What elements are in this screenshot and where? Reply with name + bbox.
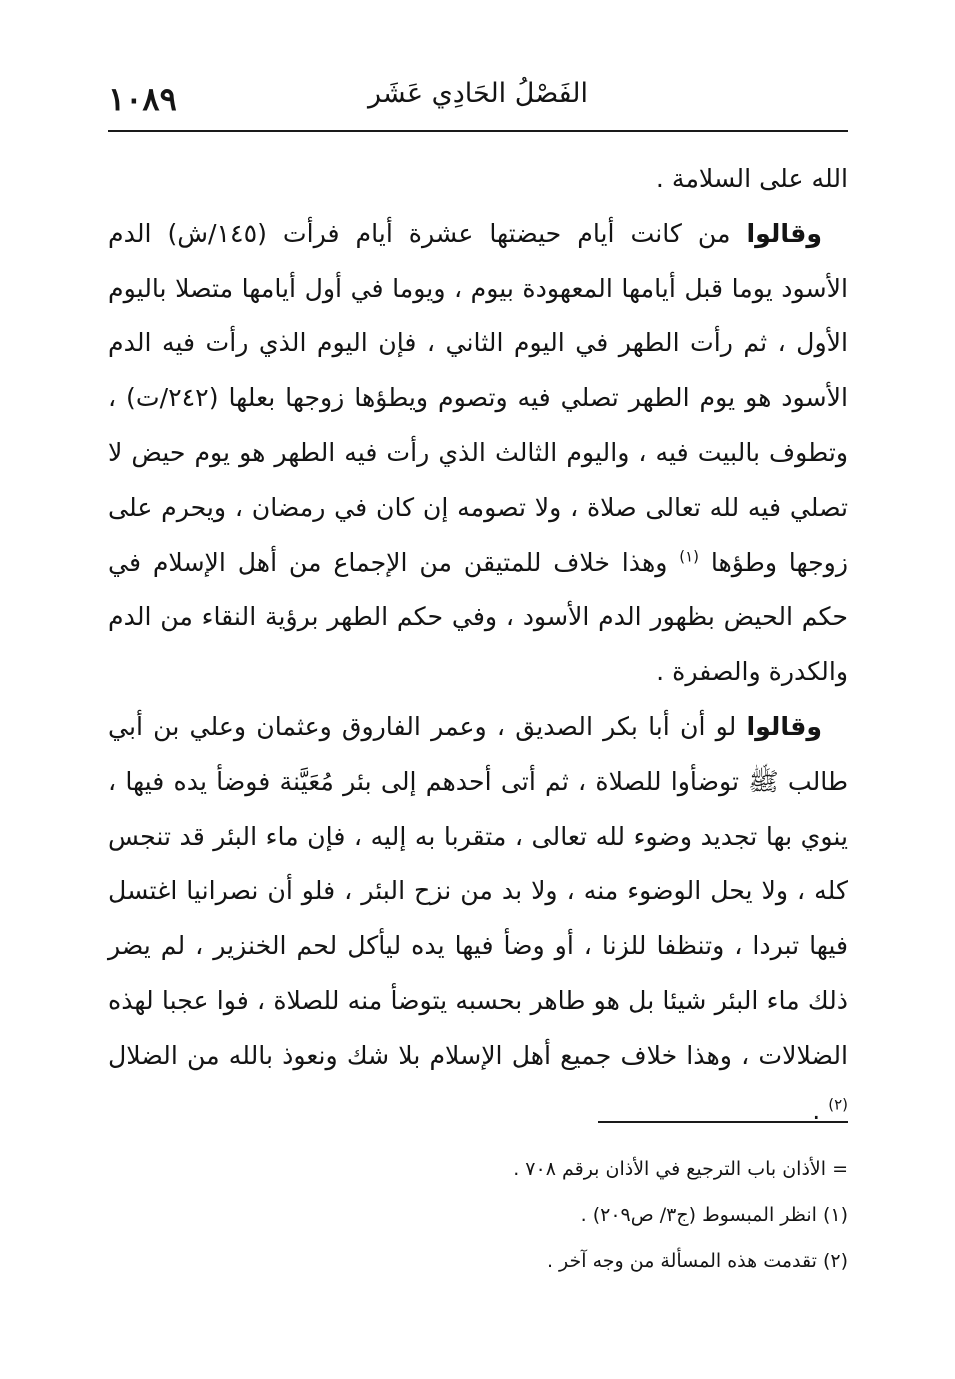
page-number: ١٠٨٩ <box>108 80 177 118</box>
footnote-2: (٢) تقدمت هذه المسألة من وجه آخر . <box>546 1250 848 1272</box>
paragraph-2 <box>108 207 848 700</box>
paragraph-3-lead: وقالوا <box>746 711 822 741</box>
paragraph-3-text: لو أن أبا بكر الصديق ، وعمر الفاروق وعثمان وعلي بن أبي طالب ﷺ توضأوا للصلاة ، ثم أتى أحدهم إلى بئر مُعَيَّنة فوضأ يده فيها ، ينوي بها تجديد وضوء لله تعالى ، متقربا به إليه ، فإن ماء البئر قد تنجس كله ، ولا يحل الوضوء منه ، ولا بد من نزح البئر ، فلو أن نصرانيا اغتسل فيها تبردا ، وتنظفا للزنا ، أو وضأ فيها يده ليأكل لحم الخنزير ، لم يضر ذلك ماء البئر شيئا بل هو طاهر بحسبه يتوضأ منه للصلاة ، فوا عجبا لهذه الضلالات ، وهذا خلاف جميع أهل الإسلام بلا شك ونعوذ بالله من الضلال <box>108 711 848 1070</box>
paragraph-3 <box>108 700 848 1138</box>
footnote-1: (١) انظر المبسوط (ج٣/ ص٢٠٩) . <box>580 1204 848 1226</box>
main-text <box>108 152 848 1138</box>
running-header <box>108 78 848 128</box>
paragraph-1: الله على السلامة . <box>655 164 848 193</box>
paragraph-2-text-after: وهذا خلاف للمتيقن من الإجماع من أهل الإسلام في حكم الحيض بظهور الدم الأسود ، وفي حكم الطهر برؤية النقاء من الدم والكدرة والصفرة . <box>108 547 848 687</box>
chapter-title: الفَصْلُ الحَادِي عَشَر <box>367 78 589 109</box>
footnotes <box>108 1146 848 1284</box>
header-rule <box>108 130 848 132</box>
footnote-ref-2[interactable]: (٢) <box>828 1095 848 1114</box>
footnote-ref-1[interactable]: (١) <box>679 547 700 566</box>
paragraph-3-end: . <box>812 1095 829 1125</box>
footnote-separator <box>598 1121 848 1123</box>
paragraph-2-text: من كانت أيام حيضتها عشرة أيام فرأت (١٤٥/ش) الدم الأسود يوما قبل أيامها المعهودة بيوم ، ويوما في أول أيامها متصلا باليوم الأول ، ثم رأت الطهر في اليوم الثاني ، فإن اليوم الذي رأت فيه الدم الأسود هو يوم الطهر تصلي فيه وتصوم ويطؤها زوجها بعلها (٢٤٢/ت) ، وتطوف بالبيت فيه ، واليوم الثالث الذي رأت فيه الطهر هو يوم حيض لا تصلي فيه لله تعالى صلاة ، ولا تصومه إن كان في رمضان ، ويحرم على زوجها وطؤها <box>108 218 848 577</box>
paragraph-2-lead: وقالوا <box>746 218 822 248</box>
footnote-continuation: = الأذان باب الترجيع في الأذان برقم ٧٠٨ . <box>513 1158 848 1180</box>
